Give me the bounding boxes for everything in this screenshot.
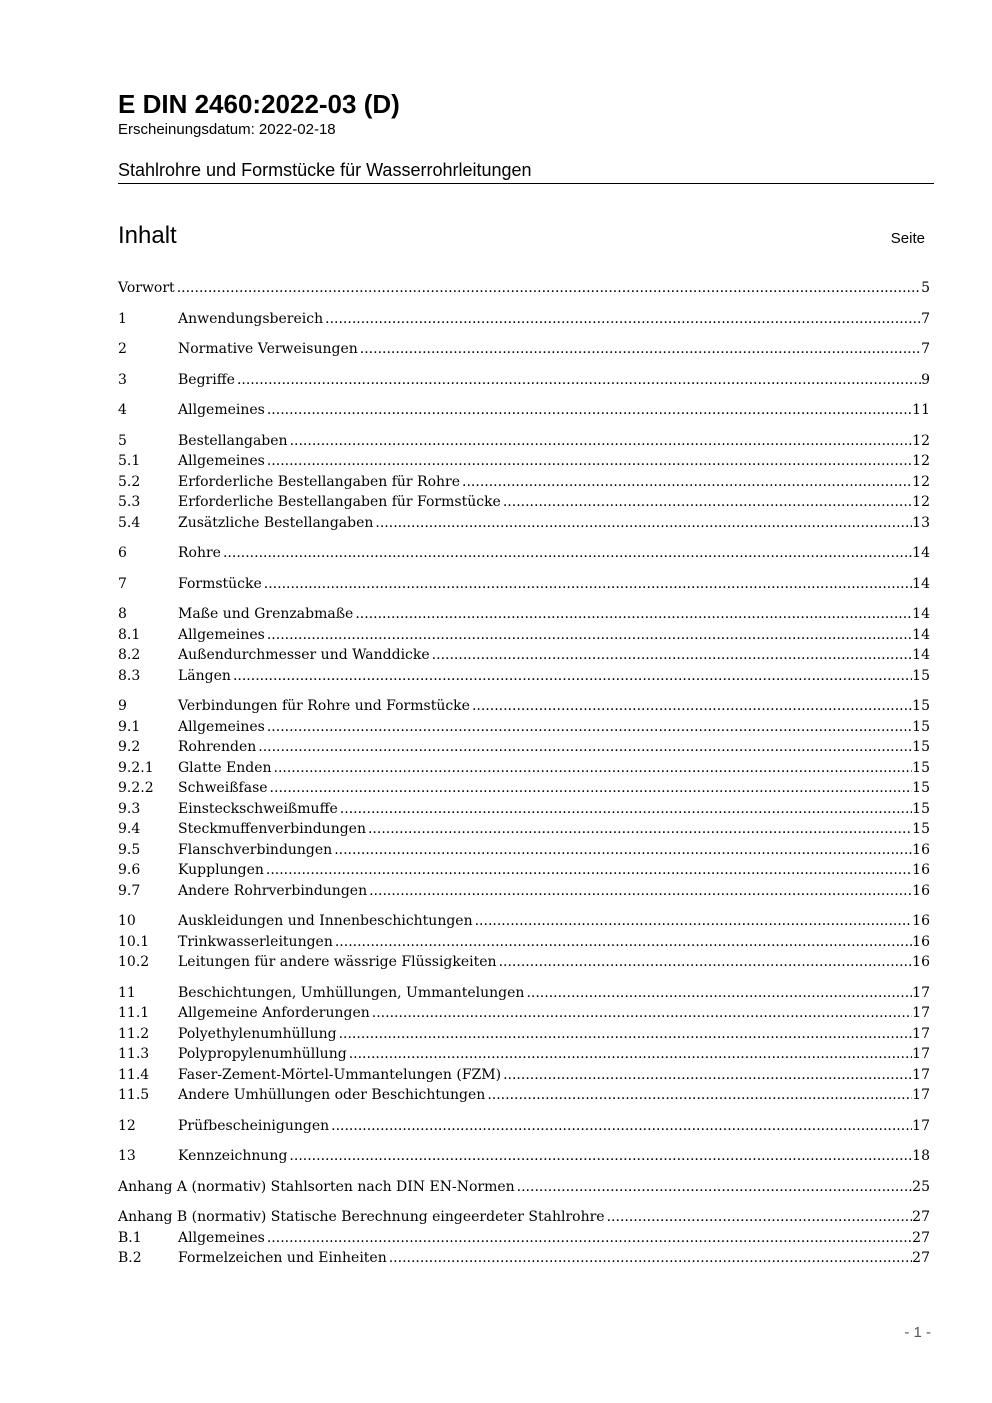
toc-entry-page: 14 — [912, 575, 930, 592]
toc-entry-title: Normative Verweisungen — [178, 341, 358, 357]
toc-entry-number: 10.2 — [118, 954, 150, 970]
toc-entry-title: Rohre — [178, 545, 221, 561]
toc-entry-number: 11.2 — [118, 1025, 150, 1042]
toc-entry[interactable] — [118, 799, 930, 820]
toc-entry-title: Allgemeines — [178, 626, 265, 643]
toc-entry-title: Trinkwasserleitungen — [178, 933, 333, 950]
toc-entry[interactable] — [118, 339, 930, 360]
toc-entry-title: Allgemeine Anforderungen — [178, 1005, 370, 1021]
toc-entry-number: 1 — [118, 310, 127, 327]
toc-entry[interactable] — [118, 717, 930, 738]
toc-entry-line — [178, 451, 930, 472]
page-number: - 1 - — [904, 1324, 931, 1341]
toc-entry-line — [178, 604, 930, 625]
toc-entry[interactable] — [118, 1044, 930, 1065]
toc-entry-title: Rohrenden — [178, 739, 257, 755]
toc-entry-number: 9.4 — [118, 821, 141, 837]
table-of-contents — [118, 278, 930, 1269]
toc-entry-number: 6 — [118, 545, 127, 561]
toc-dot-leader — [267, 625, 912, 646]
toc-entry-line — [178, 1065, 930, 1086]
toc-dot-leader — [334, 840, 912, 861]
toc-entry-title: Allgemeines — [178, 453, 265, 469]
toc-entry-line — [178, 513, 930, 534]
toc-entry[interactable] — [118, 1228, 930, 1249]
toc-entry[interactable] — [118, 492, 930, 513]
toc-entry[interactable] — [118, 840, 930, 861]
toc-entry-page: 11 — [912, 402, 930, 418]
toc-entry-title: Flanschverbindungen — [178, 841, 333, 858]
toc-entry-title: Anwendungsbereich — [178, 310, 324, 327]
toc-entry-line — [178, 1248, 930, 1269]
toc-dot-leader — [372, 1003, 912, 1024]
toc-dot-leader — [267, 717, 912, 738]
toc-dot-leader — [432, 645, 913, 666]
toc-entry-line — [178, 860, 930, 881]
toc-dot-leader — [517, 1177, 913, 1198]
toc-entry[interactable] — [118, 983, 930, 1004]
toc-entry-number: 9.7 — [118, 882, 141, 899]
toc-entry-number: 3 — [118, 371, 127, 388]
toc-entry-number: 10 — [118, 913, 136, 929]
toc-entry-page: 15 — [912, 780, 930, 796]
toc-entry-line — [178, 1146, 930, 1167]
toc-dot-leader — [264, 574, 912, 595]
toc-entry-page: 5 — [921, 280, 930, 296]
toc-entry[interactable] — [118, 952, 930, 973]
toc-entry[interactable] — [118, 860, 930, 881]
toc-entry-title: Leitungen für andere wässrige Flüssigkeiten — [178, 954, 497, 970]
toc-entry-page: 9 — [921, 371, 930, 388]
toc-dot-leader — [607, 1207, 913, 1228]
toc-dot-leader — [266, 860, 912, 881]
toc-entry-page: 27 — [912, 1250, 930, 1266]
toc-entry-number: 5.1 — [118, 453, 141, 469]
toc-heading: Inhalt — [118, 222, 177, 249]
toc-entry-page: 12 — [912, 432, 930, 449]
toc-entry-number: 12 — [118, 1117, 136, 1134]
toc-dot-leader — [503, 1065, 912, 1086]
toc-dot-leader — [335, 932, 912, 953]
toc-entry-number: 9.3 — [118, 800, 141, 817]
toc-entry-number: 11.4 — [118, 1066, 150, 1083]
toc-entry-page: 14 — [912, 545, 930, 561]
toc-entry[interactable] — [118, 574, 930, 595]
toc-entry-line — [178, 1044, 930, 1065]
toc-dot-leader — [369, 881, 912, 902]
toc-dot-leader — [360, 339, 921, 360]
toc-entry-title: Glatte Enden — [178, 759, 272, 776]
toc-entry-number: 4 — [118, 402, 127, 418]
toc-entry-page: 17 — [912, 984, 930, 1001]
toc-entry-line — [178, 717, 930, 738]
toc-entry-line — [178, 543, 930, 564]
toc-entry-title: Zusätzliche Bestellangaben — [178, 514, 374, 531]
toc-entry-number: 13 — [118, 1148, 136, 1164]
toc-entry-line — [178, 400, 930, 421]
toc-entry-title: Schweißfase — [178, 780, 268, 796]
toc-entry[interactable] — [118, 645, 930, 666]
toc-entry[interactable] — [118, 625, 930, 646]
toc-entry-page: 13 — [912, 514, 930, 531]
toc-entry-number: 8.2 — [118, 647, 141, 663]
toc-entry-title: Allgemeines — [178, 402, 265, 418]
toc-entry[interactable] — [118, 451, 930, 472]
toc-entry-line — [178, 625, 930, 646]
toc-entry-line — [118, 278, 930, 299]
toc-entry-line — [178, 574, 930, 595]
document-subtitle: Stahlrohre und Formstücke für Wasserrohrleitungen — [118, 160, 532, 180]
toc-entry-title: Formelzeichen und Einheiten — [178, 1250, 387, 1266]
toc-entry-page: 18 — [912, 1148, 930, 1164]
toc-entry-page: 17 — [912, 1066, 930, 1083]
toc-dot-leader — [325, 309, 921, 330]
toc-entry[interactable] — [118, 431, 930, 452]
toc-entry-title: Formstücke — [178, 575, 262, 592]
toc-entry-page: 14 — [912, 606, 930, 622]
toc-entry-page: 12 — [912, 473, 930, 490]
toc-entry-page: 16 — [912, 882, 930, 899]
toc-entry[interactable] — [118, 758, 930, 779]
toc-entry-line — [178, 778, 930, 799]
toc-dot-leader — [267, 400, 912, 421]
toc-entry-page: 16 — [912, 933, 930, 950]
toc-entry-title: Maße und Grenzabmaße — [178, 606, 354, 622]
toc-entry-number: 5.2 — [118, 473, 141, 490]
toc-entry-line — [178, 758, 930, 779]
toc-entry-number: 10.1 — [118, 933, 150, 950]
toc-entry-page: 16 — [912, 954, 930, 970]
toc-entry-page: 14 — [912, 647, 930, 663]
toc-dot-leader — [368, 819, 912, 840]
toc-dot-leader — [339, 1024, 913, 1045]
toc-dot-leader — [267, 451, 912, 472]
toc-entry[interactable] — [118, 604, 930, 625]
toc-entry-number: 11.1 — [118, 1005, 150, 1021]
toc-entry[interactable] — [118, 309, 930, 330]
toc-dot-leader — [233, 666, 912, 687]
toc-entry[interactable] — [118, 737, 930, 758]
toc-entry-number: B.1 — [118, 1229, 142, 1246]
toc-entry-number: 2 — [118, 341, 127, 357]
toc-dot-leader — [237, 370, 921, 391]
toc-entry[interactable] — [118, 543, 930, 564]
toc-entry-page: 17 — [912, 1117, 930, 1134]
toc-entry[interactable] — [118, 472, 930, 493]
toc-entry-number: 9.2.2 — [118, 780, 154, 796]
toc-entry-title: Allgemeines — [178, 1229, 265, 1246]
toc-entry-line — [178, 370, 930, 391]
toc-entry-title: Andere Rohrverbindungen — [178, 882, 368, 899]
toc-entry[interactable] — [118, 666, 930, 687]
publication-date: Erscheinungsdatum: 2022-02-18 — [118, 121, 336, 138]
toc-entry-title: Längen — [178, 667, 231, 684]
toc-entry[interactable] — [118, 278, 930, 299]
toc-entry-title: Polyethylenumhüllung — [178, 1025, 337, 1042]
toc-entry[interactable] — [118, 1065, 930, 1086]
toc-entry-page: 15 — [912, 718, 930, 735]
toc-entry-page: 12 — [912, 453, 930, 469]
toc-entry-number: 11.3 — [118, 1046, 150, 1062]
toc-entry-number: 9.5 — [118, 841, 141, 858]
toc-entry[interactable] — [118, 513, 930, 534]
toc-entry-line — [178, 1116, 930, 1137]
toc-entry-number: 9.1 — [118, 718, 141, 735]
toc-dot-leader — [340, 799, 912, 820]
toc-entry-title: Außendurchmesser und Wanddicke — [178, 647, 430, 663]
toc-entry-page: 17 — [912, 1046, 930, 1062]
toc-dot-leader — [355, 604, 912, 625]
toc-dot-leader — [349, 1044, 912, 1065]
toc-entry-line — [178, 1024, 930, 1045]
toc-dot-leader — [462, 472, 912, 493]
toc-entry-page: 15 — [912, 759, 930, 776]
toc-entry-title: Begriffe — [178, 371, 235, 388]
document-title: E DIN 2460:2022-03 (D) — [118, 89, 400, 119]
toc-entry-line — [178, 1003, 930, 1024]
toc-entry-page: 15 — [912, 667, 930, 684]
toc-entry-title: Bestellangaben — [178, 432, 288, 449]
toc-entry-title: Auskleidungen und Innenbeschichtungen — [178, 913, 473, 929]
toc-entry-title: Andere Umhüllungen oder Beschichtungen — [178, 1087, 486, 1103]
toc-entry-title: Anhang A (normativ) Stahlsorten nach DIN EN-Normen — [118, 1178, 515, 1195]
toc-entry-page: 17 — [912, 1005, 930, 1021]
toc-dot-leader — [487, 1085, 912, 1106]
toc-entry-title: Anhang B (normativ) Statische Berechnung eingeerdeter Stahlrohre — [118, 1209, 605, 1225]
toc-dot-leader — [274, 758, 913, 779]
toc-entry-title: Polypropylenumhüllung — [178, 1046, 347, 1062]
toc-entry-title: Erforderliche Bestellangaben für Rohre — [178, 473, 461, 490]
toc-page-label: Seite — [890, 230, 925, 247]
toc-entry-line — [118, 1177, 930, 1198]
toc-dot-leader — [499, 952, 913, 973]
toc-entry-number: 7 — [118, 575, 127, 592]
toc-entry-number: 5 — [118, 432, 127, 449]
toc-entry[interactable] — [118, 1207, 930, 1228]
toc-entry-line — [178, 881, 930, 902]
toc-entry-page: 7 — [921, 310, 930, 327]
toc-entry-title: Erforderliche Bestellangaben für Formstücke — [178, 494, 501, 510]
toc-entry-line — [178, 309, 930, 330]
toc-entry-number: 9.6 — [118, 862, 141, 878]
toc-entry-title: Vorwort — [118, 280, 175, 296]
toc-entry-line — [178, 819, 930, 840]
toc-entry-title: Prüfbescheinigungen — [178, 1117, 330, 1134]
toc-entry-line — [178, 666, 930, 687]
toc-entry-page: 15 — [912, 698, 930, 714]
header-divider — [118, 183, 934, 184]
toc-entry-title: Kupplungen — [178, 862, 264, 878]
toc-entry-title: Verbindungen für Rohre und Formstücke — [178, 698, 470, 714]
toc-entry-line — [118, 1207, 930, 1228]
toc-entry[interactable] — [118, 1116, 930, 1137]
toc-dot-leader — [267, 1228, 912, 1249]
toc-entry[interactable] — [118, 932, 930, 953]
toc-dot-leader — [475, 911, 913, 932]
toc-entry-number: 11.5 — [118, 1087, 150, 1103]
toc-entry[interactable] — [118, 819, 930, 840]
toc-dot-leader — [526, 983, 912, 1004]
toc-dot-leader — [331, 1116, 912, 1137]
toc-dot-leader — [472, 696, 912, 717]
toc-entry-line — [178, 952, 930, 973]
toc-dot-leader — [270, 778, 913, 799]
toc-entry[interactable] — [118, 1177, 930, 1198]
toc-entry-number: 9.2.1 — [118, 759, 154, 776]
toc-dot-leader — [223, 543, 912, 564]
toc-entry[interactable] — [118, 1003, 930, 1024]
toc-entry-page: 25 — [912, 1178, 930, 1195]
toc-entry-page: 14 — [912, 626, 930, 643]
toc-entry-line — [178, 431, 930, 452]
toc-entry-number: B.2 — [118, 1250, 142, 1266]
toc-dot-leader — [289, 1146, 912, 1167]
toc-entry-line — [178, 1085, 930, 1106]
toc-entry-page: 7 — [921, 341, 930, 357]
toc-entry[interactable] — [118, 1024, 930, 1045]
toc-entry-line — [178, 737, 930, 758]
toc-dot-leader — [177, 278, 921, 299]
toc-entry-number: 9.2 — [118, 739, 141, 755]
toc-entry[interactable] — [118, 1085, 930, 1106]
toc-entry[interactable] — [118, 778, 930, 799]
toc-entry-title: Faser-Zement-Mörtel-Ummantelungen (FZM) — [178, 1066, 502, 1083]
toc-dot-leader — [389, 1248, 912, 1269]
toc-entry-page: 17 — [912, 1025, 930, 1042]
toc-entry[interactable] — [118, 400, 930, 421]
toc-entry-line — [178, 472, 930, 493]
toc-entry-page: 16 — [912, 913, 930, 929]
toc-entry-page: 16 — [912, 862, 930, 878]
toc-entry-line — [178, 799, 930, 820]
toc-dot-leader — [503, 492, 912, 513]
toc-entry-title: Steckmuffenverbindungen — [178, 821, 366, 837]
toc-entry-title: Allgemeines — [178, 718, 265, 735]
toc-entry-title: Kennzeichnung — [178, 1148, 288, 1164]
toc-dot-leader — [375, 513, 912, 534]
toc-entry-page: 17 — [912, 1087, 930, 1103]
toc-entry-line — [178, 339, 930, 360]
toc-entry-page: 15 — [912, 800, 930, 817]
toc-entry-page: 15 — [912, 739, 930, 755]
toc-entry-line — [178, 932, 930, 953]
toc-dot-leader — [258, 737, 912, 758]
toc-entry[interactable] — [118, 881, 930, 902]
toc-entry[interactable] — [118, 370, 930, 391]
toc-entry-title: Beschichtungen, Umhüllungen, Ummantelungen — [178, 984, 525, 1001]
toc-entry-line — [178, 911, 930, 932]
toc-entry-number: 8.3 — [118, 667, 141, 684]
toc-entry-page: 27 — [912, 1209, 930, 1225]
toc-entry[interactable] — [118, 1248, 930, 1269]
toc-entry-number: 5.3 — [118, 494, 141, 510]
toc-entry-title: Einsteckschweißmuffe — [178, 800, 338, 817]
toc-entry-line — [178, 492, 930, 513]
toc-entry-page: 15 — [912, 821, 930, 837]
toc-entry[interactable] — [118, 696, 930, 717]
toc-dot-leader — [290, 431, 913, 452]
toc-entry-page: 16 — [912, 841, 930, 858]
toc-entry-line — [178, 1228, 930, 1249]
toc-entry-page: 12 — [912, 494, 930, 510]
toc-entry-number: 5.4 — [118, 514, 141, 531]
toc-entry[interactable] — [118, 911, 930, 932]
toc-entry-number: 11 — [118, 984, 136, 1001]
toc-entry-line — [178, 645, 930, 666]
toc-entry-line — [178, 840, 930, 861]
toc-entry-line — [178, 983, 930, 1004]
toc-entry-line — [178, 696, 930, 717]
toc-entry-page: 27 — [912, 1229, 930, 1246]
toc-entry[interactable] — [118, 1146, 930, 1167]
toc-entry-number: 8 — [118, 606, 127, 622]
toc-entry-number: 8.1 — [118, 626, 141, 643]
toc-entry-number: 9 — [118, 698, 127, 714]
